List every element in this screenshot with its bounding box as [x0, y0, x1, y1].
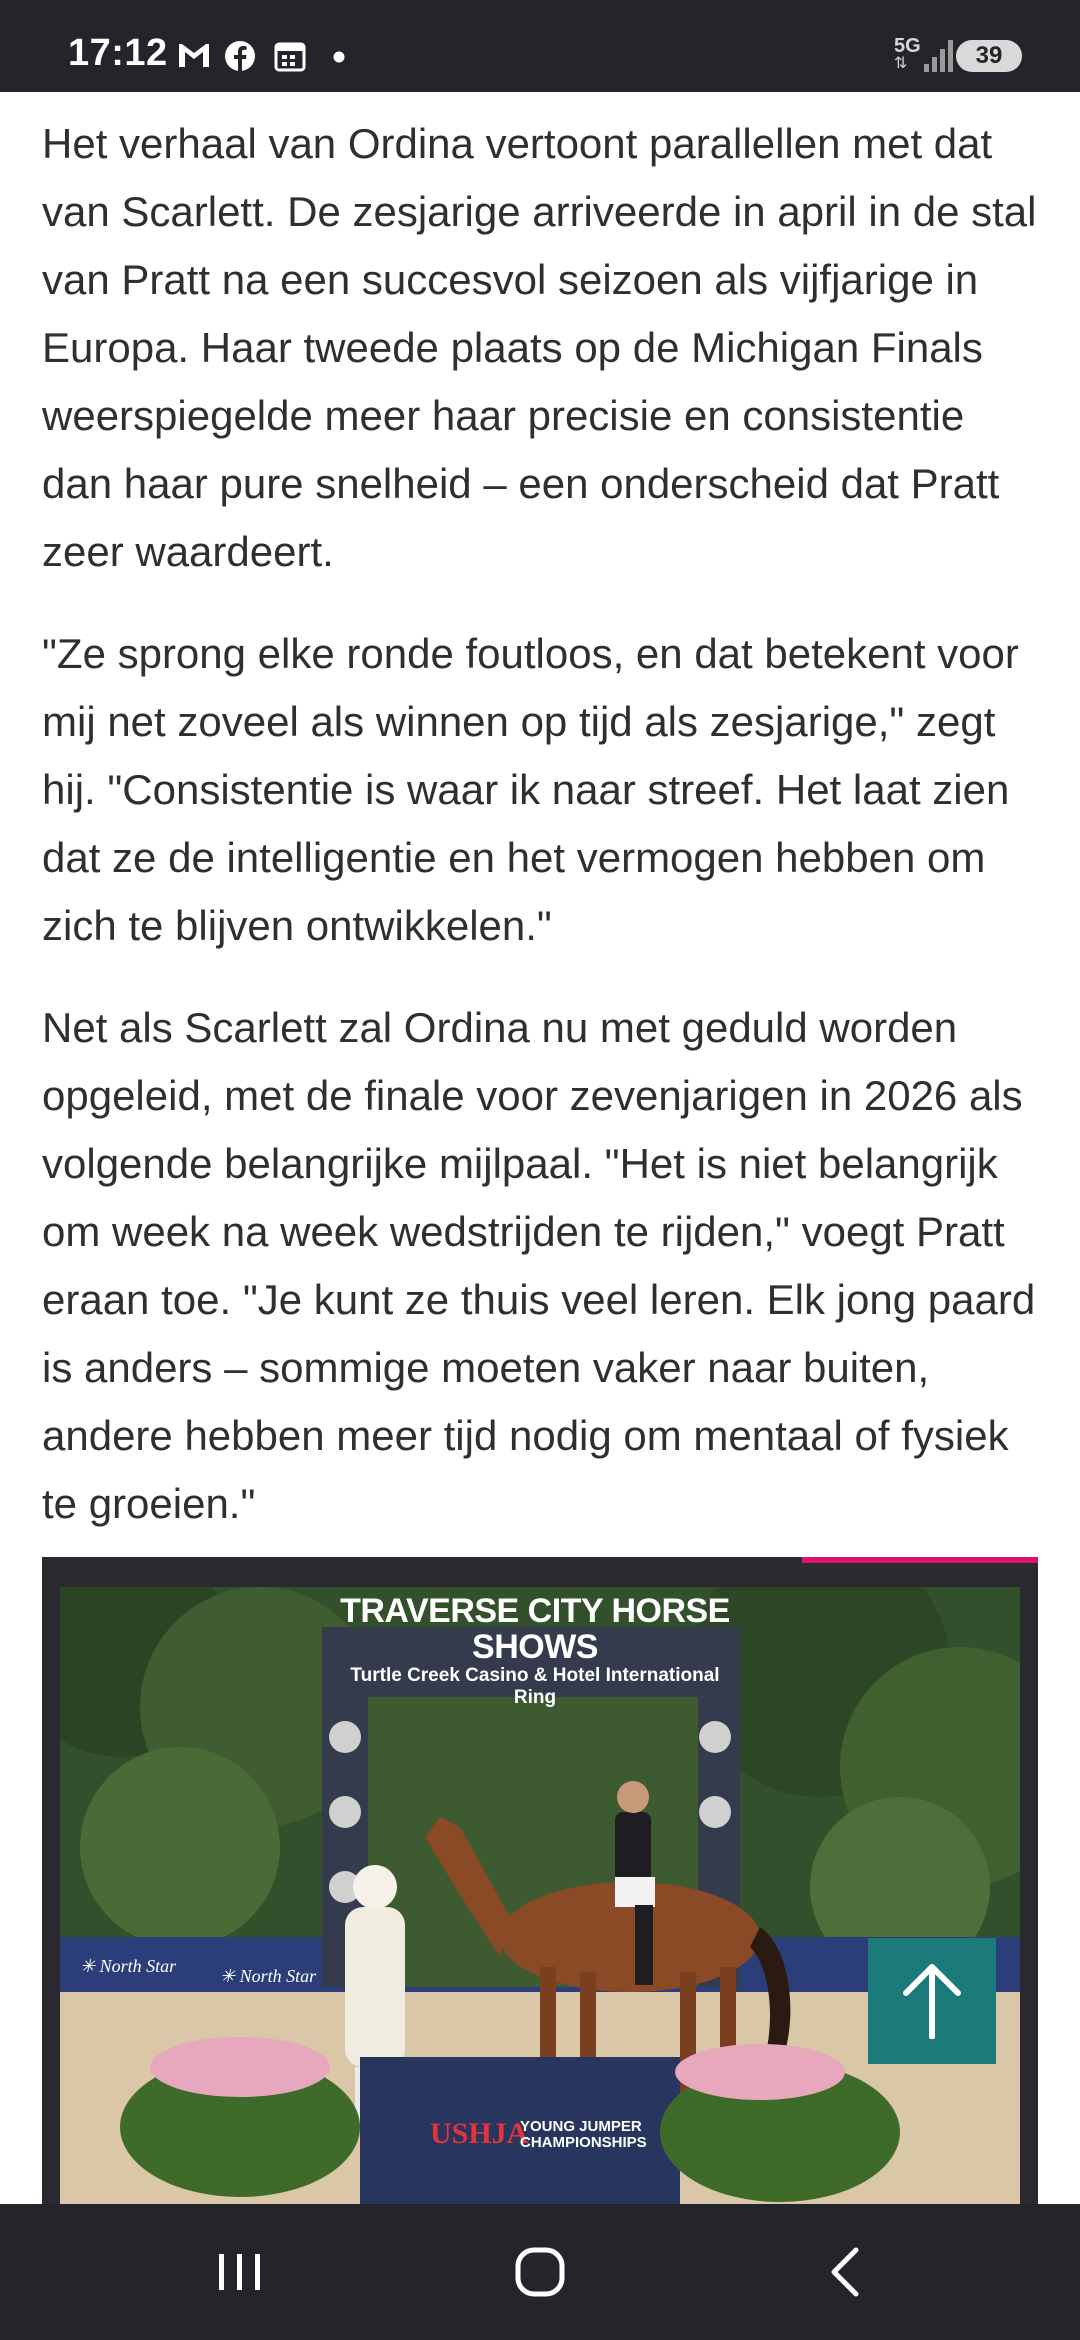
battery-indicator: 39: [956, 40, 1022, 72]
article-paragraph: Net als Scarlett zal Ordina nu met geduld worden opgeleid, met de finale voor zevenjarigen in 2026 als volgende belangrijke mijlpaal. "Het is niet belangrijk om week na week wedstrijden te rijden," voegt Pratt eraan toe. "Je kunt ze thuis veel leren. Elk jong paard is anders – sommige moeten vaker naar buiten, andere hebben meer tijd nodig om mentaal of fysiek te groeien.": [42, 1004, 1036, 1527]
home-icon: [514, 2246, 566, 2298]
banner-logo: USHJA: [430, 2117, 529, 2150]
back-icon: [826, 2246, 866, 2298]
banner-text: YOUNG JUMPER CHAMPIONSHIPS: [520, 2118, 647, 2151]
article-figure: [42, 1557, 1038, 2207]
arena-sign-title: TRAVERSE CITY HORSE SHOWS: [340, 1592, 730, 1666]
arena-sign-subtitle: Turtle Creek Casino & Hotel International Ring: [350, 1665, 720, 1708]
back-button[interactable]: [806, 2242, 886, 2302]
signal-icon: [924, 38, 954, 72]
network-type: 5G: [894, 35, 921, 57]
calendar-icon: [274, 40, 306, 72]
system-nav-bar: [0, 2204, 1080, 2340]
arena-sign: [335, 1593, 735, 1709]
svg-text:✳ North Star: ✳ North Star: [220, 1966, 317, 1986]
back-to-top-button[interactable]: [868, 1938, 996, 2064]
facebook-icon: [224, 40, 256, 72]
dot-icon: [332, 50, 346, 64]
svg-text:✳ North Star: ✳ North Star: [80, 1956, 177, 1976]
gmail-icon: [176, 40, 212, 70]
status-time: 17:12: [68, 32, 168, 74]
article-body: [42, 110, 1042, 1572]
recent-apps-button[interactable]: [200, 2242, 280, 2302]
arrow-up-icon: [900, 1963, 964, 2039]
data-arrows-icon: ⇅: [894, 55, 908, 72]
article-paragraph: Het verhaal van Ordina vertoont parallellen met dat van Scarlett. De zesjarige arriveerde in april in de stal van Pratt na een succesvol seizoen als vijfjarige in Europa. Haar tweede plaats op de Michigan Finals weerspiegelde meer haar precisie en consistentie dan haar pure snelheid – een onderscheid dat Pratt zeer waardeert.: [42, 120, 1037, 575]
article-photo[interactable]: [60, 1587, 1020, 2207]
home-button[interactable]: [500, 2242, 580, 2302]
figure-accent-bar: [802, 1557, 1038, 1563]
recent-apps-icon: [215, 2250, 265, 2294]
status-bar: [0, 0, 1080, 92]
article-paragraph: "Ze sprong elke ronde foutloos, en dat betekent voor mij net zoveel als winnen op tijd als zesjarige," zegt hij. "Consistentie is waar ik naar streef. Het laat zien dat ze de intelligentie en het vermogen hebben om zich te blijven ontwikkelen.": [42, 630, 1019, 949]
